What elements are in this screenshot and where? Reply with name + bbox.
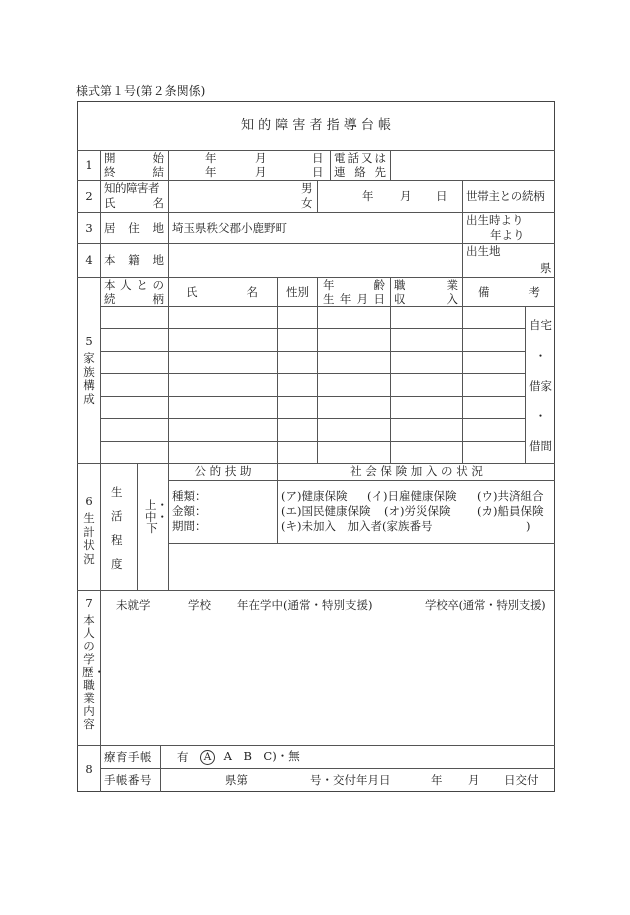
notebook-grades[interactable]: A B C)・無 — [223, 749, 300, 763]
person-name-field[interactable] — [169, 181, 299, 211]
prefecture-label: 県 — [540, 261, 552, 275]
level-label-4: 度 — [111, 557, 123, 571]
col-divider — [160, 745, 161, 792]
birth-month-unit[interactable]: 月 — [400, 189, 412, 203]
relation-header-1: 本 人 と の — [104, 278, 164, 292]
family-row[interactable] — [101, 374, 525, 395]
residence-value[interactable]: 埼玉県秩父郡小鹿野町 — [172, 221, 287, 235]
prefecture-no-label: 県第 — [225, 773, 248, 787]
education-notes-field[interactable] — [101, 616, 555, 744]
notebook-grade-options[interactable] — [200, 749, 300, 765]
since-year-label: 年より — [490, 228, 525, 242]
graduated-option[interactable]: 学校卒(通常・特別支援) — [425, 598, 546, 612]
assistance-amount[interactable]: 金額： — [172, 504, 207, 518]
level-label-2: 活 — [111, 509, 123, 523]
insurance-o[interactable]: (オ)労災保険 — [384, 504, 451, 518]
start-year-unit[interactable]: 年 — [205, 151, 217, 165]
since-birth-label: 出生時より — [466, 213, 524, 227]
birth-year-unit[interactable]: 年 — [362, 189, 374, 203]
row-divider — [100, 768, 555, 769]
issue-date-label: 号・交付年月日 — [310, 773, 391, 787]
start-label: 開 始 — [104, 151, 164, 165]
row-number: 4 — [85, 253, 93, 267]
end-year-unit[interactable]: 年 — [205, 165, 217, 179]
row-number: 6 — [85, 494, 93, 508]
sex-female[interactable]: 女 — [301, 196, 313, 210]
sex-header: 性別 — [286, 285, 309, 299]
family-row[interactable] — [101, 397, 525, 418]
enrolled-option[interactable]: 年在学中(通常・特別支援) — [237, 598, 373, 612]
social-insurance-header: 社 会 保 険 加 入 の 状 況 — [350, 464, 483, 478]
name-header: 氏 名 — [186, 285, 258, 299]
domicile-field[interactable] — [169, 244, 461, 276]
age-header: 年 齢 — [323, 278, 385, 292]
issue-day-unit[interactable]: 日交付 — [504, 773, 539, 787]
domicile-label: 本 籍 地 — [104, 253, 164, 267]
notebook-number-label: 手帳番号 — [104, 773, 152, 787]
circled-grade-a[interactable]: A — [200, 750, 215, 765]
end-label: 終 結 — [104, 165, 164, 179]
birth-day-unit[interactable]: 日 — [436, 189, 448, 203]
insurance-ka[interactable]: (カ)船員保険 — [477, 504, 544, 518]
insurance-ki[interactable]: (キ)未加入 加入者(家族番号 — [281, 519, 433, 533]
phone-field[interactable] — [391, 151, 554, 179]
housing-sep: ・ — [534, 349, 547, 363]
start-month-unit[interactable]: 月 — [255, 151, 267, 165]
income-header: 収 入 — [394, 292, 458, 306]
livelihood-notes-field[interactable] — [169, 544, 555, 589]
insurance-i[interactable]: (イ)日雇健康保険 — [367, 489, 457, 503]
level-label-3: 程 — [111, 533, 123, 547]
col-divider — [317, 180, 318, 212]
family-section-label: 家族構成 — [83, 351, 95, 406]
row-number: 2 — [85, 189, 93, 203]
housing-sep: ・ — [534, 409, 547, 423]
ryoiku-notebook-label: 療育手帳 — [104, 750, 152, 764]
col-divider — [330, 150, 331, 180]
birthdate-header: 生 年 月 日 — [323, 292, 385, 306]
assistance-type[interactable]: 種類： — [172, 489, 207, 503]
contact-label: 連 絡 先 — [334, 165, 386, 179]
birthplace-label: 出生地 — [466, 244, 501, 258]
notebook-has-option[interactable]: 有 — [177, 750, 189, 764]
insurance-a[interactable]: (ア)健康保険 — [281, 489, 348, 503]
form-title: 知 的 障 害 者 指 導 台 帳 — [240, 118, 392, 133]
family-row[interactable] — [101, 329, 525, 350]
education-section-label: 本人の学歴・職業内容 — [82, 613, 105, 731]
phone-label: 電 話 又 は — [334, 151, 386, 165]
family-row[interactable] — [101, 307, 525, 328]
family-row[interactable] — [101, 442, 525, 463]
person-name-label-2: 氏 名 — [104, 196, 164, 210]
housing-rent-house[interactable]: 借家 — [529, 379, 552, 393]
person-name-label: 知的障害者 — [104, 181, 159, 195]
insurance-u[interactable]: (ウ)共済組合 — [477, 489, 544, 503]
not-enrolled-option[interactable]: 未就学 — [116, 598, 151, 612]
start-day-unit[interactable]: 日 — [312, 151, 324, 165]
insurance-e[interactable]: (エ)国民健康保険 — [281, 504, 371, 518]
row-number: 3 — [85, 221, 93, 235]
end-month-unit[interactable]: 月 — [255, 165, 267, 179]
relation-header-2: 続 柄 — [104, 292, 164, 306]
school-label: 学校 — [188, 598, 211, 612]
sex-male[interactable]: 男 — [301, 181, 313, 195]
insurance-close-paren: ) — [526, 519, 531, 533]
row-number: 1 — [85, 158, 93, 172]
issue-year-unit[interactable]: 年 — [431, 773, 443, 787]
row-divider — [77, 590, 555, 591]
level-options[interactable]: 上・中・下 — [145, 498, 168, 535]
assistance-period[interactable]: 期間： — [172, 519, 207, 533]
row-number: 8 — [85, 762, 93, 776]
household-relation-label: 世帯主との続柄 — [466, 189, 545, 203]
remarks-header: 備 考 — [478, 285, 540, 299]
row-divider — [77, 745, 555, 746]
housing-own[interactable]: 自宅 — [529, 318, 552, 332]
public-assistance-header: 公 的 扶 助 — [194, 464, 252, 478]
family-row[interactable] — [101, 352, 525, 373]
form-label: 様式第１号(第２条関係) — [76, 84, 206, 98]
family-row[interactable] — [101, 419, 525, 440]
housing-rent-room[interactable]: 借間 — [529, 439, 552, 453]
row-number: 5 — [85, 334, 93, 348]
col-divider — [462, 180, 463, 277]
level-label-1: 生 — [111, 485, 123, 499]
end-day-unit[interactable]: 日 — [312, 165, 324, 179]
col-divider — [137, 463, 138, 590]
livelihood-section-label: 生計状況 — [83, 511, 95, 566]
row-number: 7 — [85, 596, 93, 610]
residence-label: 居 住 地 — [104, 221, 164, 235]
row-divider — [168, 480, 555, 481]
issue-month-unit[interactable]: 月 — [468, 773, 480, 787]
job-header: 職 業 — [394, 278, 458, 292]
